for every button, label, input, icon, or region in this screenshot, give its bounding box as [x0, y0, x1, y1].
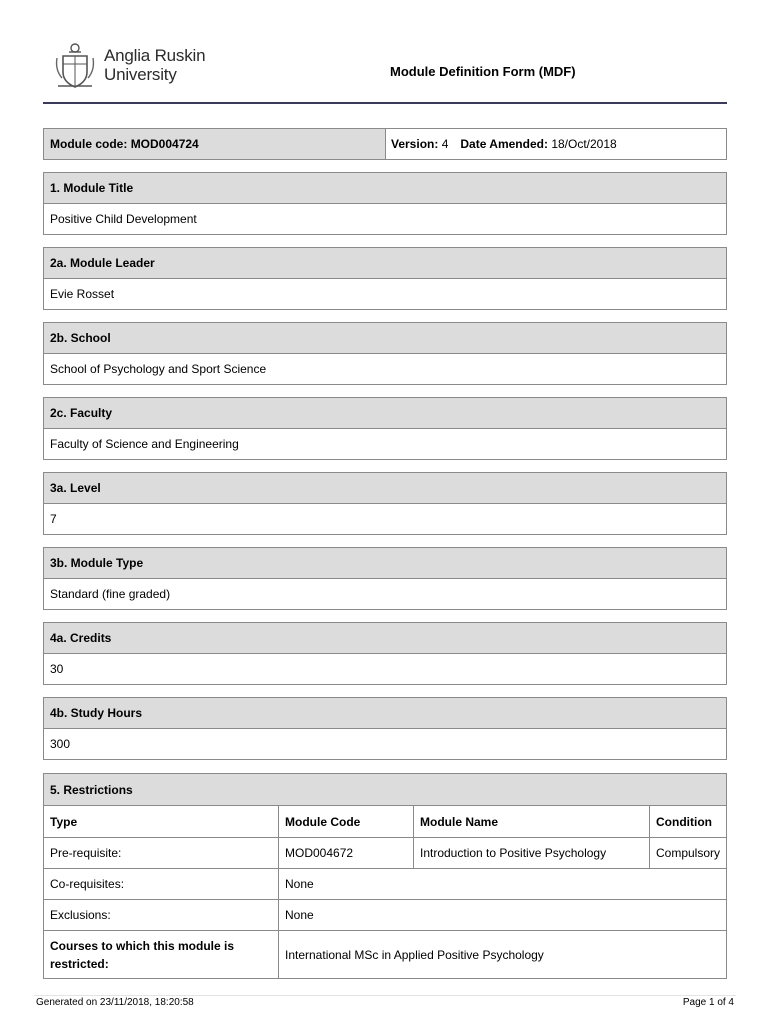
version-value: 4 — [441, 137, 449, 151]
section-module-leader — [43, 247, 727, 310]
header-divider — [43, 102, 727, 104]
section-school — [43, 322, 727, 385]
courses-type — [44, 931, 279, 978]
section-value: 30 — [50, 662, 64, 676]
table-row-exclusions — [44, 900, 726, 931]
section-heading: 4a. Credits — [44, 623, 726, 654]
table-row-courses — [44, 931, 726, 978]
prereq-code: MOD004672 — [279, 838, 414, 868]
section-module-type — [43, 547, 727, 610]
courses-value: International MSc in Applied Positive Psychology — [285, 947, 544, 962]
prereq-name: Introduction to Positive Psychology — [414, 838, 650, 868]
coreq-value: None — [285, 877, 314, 891]
logo-line-1: Anglia Ruskin — [104, 46, 206, 65]
university-logo — [54, 38, 224, 92]
section-heading: 3a. Level — [44, 473, 726, 504]
version-label: Version: — [391, 137, 439, 151]
page-number: Page 1 of 4 — [682, 997, 734, 1008]
column-header-condition: Condition — [656, 814, 712, 829]
section-heading: 1. Module Title — [44, 173, 726, 204]
logo-line-2: University — [104, 65, 177, 84]
module-code-label: Module code: — [50, 137, 128, 151]
courses-type-line-1: Courses to which this module is — [50, 938, 235, 953]
logo-wordmark — [104, 46, 205, 84]
section-study-hours — [43, 697, 727, 760]
section-heading: 3b. Module Type — [44, 548, 726, 579]
column-header-module-code: Module Code — [279, 806, 414, 837]
section-module-title — [43, 172, 727, 235]
generated-timestamp: Generated on 23/11/2018, 18:20:58 — [36, 997, 194, 1008]
date-amended-value: 18/Oct/2018 — [551, 137, 617, 151]
column-header-type: Type — [44, 806, 279, 837]
prereq-condition: Compulsory — [656, 846, 721, 860]
date-amended-label: Date Amended: — [460, 137, 548, 151]
restrictions-heading: 5. Restrictions — [44, 774, 726, 806]
section-value: School of Psychology and Sport Science — [50, 362, 267, 376]
exclusions-type — [44, 900, 279, 930]
module-code-cell — [44, 129, 386, 159]
exclusions-value: None — [285, 908, 314, 922]
section-value: Standard (fine graded) — [50, 587, 171, 601]
table-row-corequisites — [44, 869, 726, 900]
module-code-value: MOD004724 — [130, 137, 199, 151]
courses-type-line-2: restricted: — [50, 956, 109, 971]
section-restrictions — [43, 773, 727, 979]
section-value: 300 — [50, 737, 71, 751]
column-header-module-name: Module Name — [414, 806, 650, 837]
section-credits — [43, 622, 727, 685]
section-value: Evie Rosset — [50, 287, 115, 301]
module-code-row — [43, 128, 727, 160]
section-heading: 2c. Faculty — [44, 398, 726, 429]
section-heading: 4b. Study Hours — [44, 698, 726, 729]
section-faculty — [43, 397, 727, 460]
section-heading: 2a. Module Leader — [44, 248, 726, 279]
exclusions-type-text: Exclusions: — [50, 908, 111, 922]
section-value: 7 — [50, 512, 57, 526]
table-row-prerequisite — [44, 838, 726, 869]
form-title: Module Definition Form (MDF) — [390, 64, 576, 79]
section-level — [43, 472, 727, 535]
crest-icon — [54, 40, 96, 90]
version-cell — [386, 129, 726, 159]
coreq-type: Co-requisites: — [44, 869, 279, 899]
section-heading: 2b. School — [44, 323, 726, 354]
footer-divider — [34, 995, 736, 996]
restrictions-header-row — [44, 806, 726, 838]
section-value: Faculty of Science and Engineering — [50, 437, 239, 451]
section-value: Positive Child Development — [50, 212, 197, 226]
prereq-type: Pre-requisite: — [44, 838, 279, 868]
